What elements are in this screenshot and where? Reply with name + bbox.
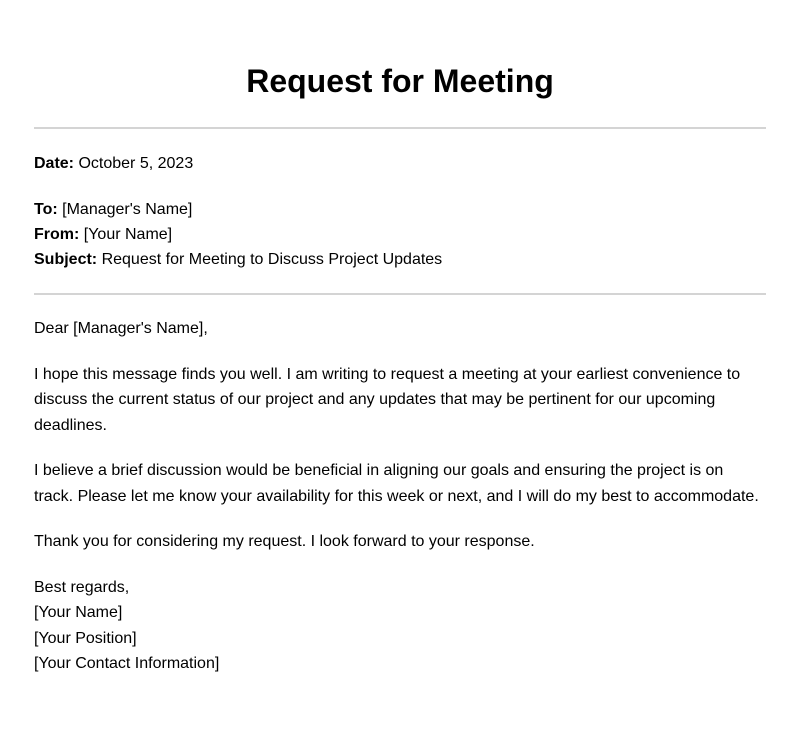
to-label: To: bbox=[34, 201, 58, 218]
subject-value: Request for Meeting to Discuss Project Updates bbox=[101, 251, 443, 268]
date-field bbox=[34, 151, 766, 176]
body-paragraph-2: I believe a brief discussion would be beneficial in aligning our goals and ensuring the project is on track. Please let me know your availability for this week or next, and I will do my best to accommodate. bbox=[34, 462, 759, 505]
subject-field bbox=[34, 247, 766, 272]
greeting: Dear [Manager's Name], bbox=[34, 320, 208, 337]
body-paragraph-1: I hope this message finds you well. I am writing to request a meeting at your earliest convenience to discuss the current status of our project and any updates that may be pertinent for our upcoming deadlines. bbox=[34, 365, 741, 434]
subject-label: Subject: bbox=[34, 251, 98, 268]
header-divider bbox=[34, 127, 766, 129]
to-field bbox=[34, 197, 766, 222]
date-label: Date: bbox=[34, 155, 75, 172]
from-value: [Your Name] bbox=[83, 226, 173, 243]
signature-name: [Your Name] bbox=[34, 604, 123, 621]
date-value: October 5, 2023 bbox=[78, 155, 194, 172]
body-divider bbox=[34, 293, 766, 295]
signature-block bbox=[34, 575, 766, 677]
to-value: [Manager's Name] bbox=[62, 201, 193, 218]
closing: Best regards, bbox=[34, 578, 130, 596]
from-field bbox=[34, 222, 766, 247]
page-title: Request for Meeting bbox=[246, 63, 554, 99]
body-paragraph-3: Thank you for considering my request. I look forward to your response. bbox=[34, 533, 535, 550]
signature-position: [Your Position] bbox=[34, 629, 137, 647]
signature-contact: [Your Contact Information] bbox=[34, 655, 220, 672]
from-label: From: bbox=[34, 226, 80, 243]
